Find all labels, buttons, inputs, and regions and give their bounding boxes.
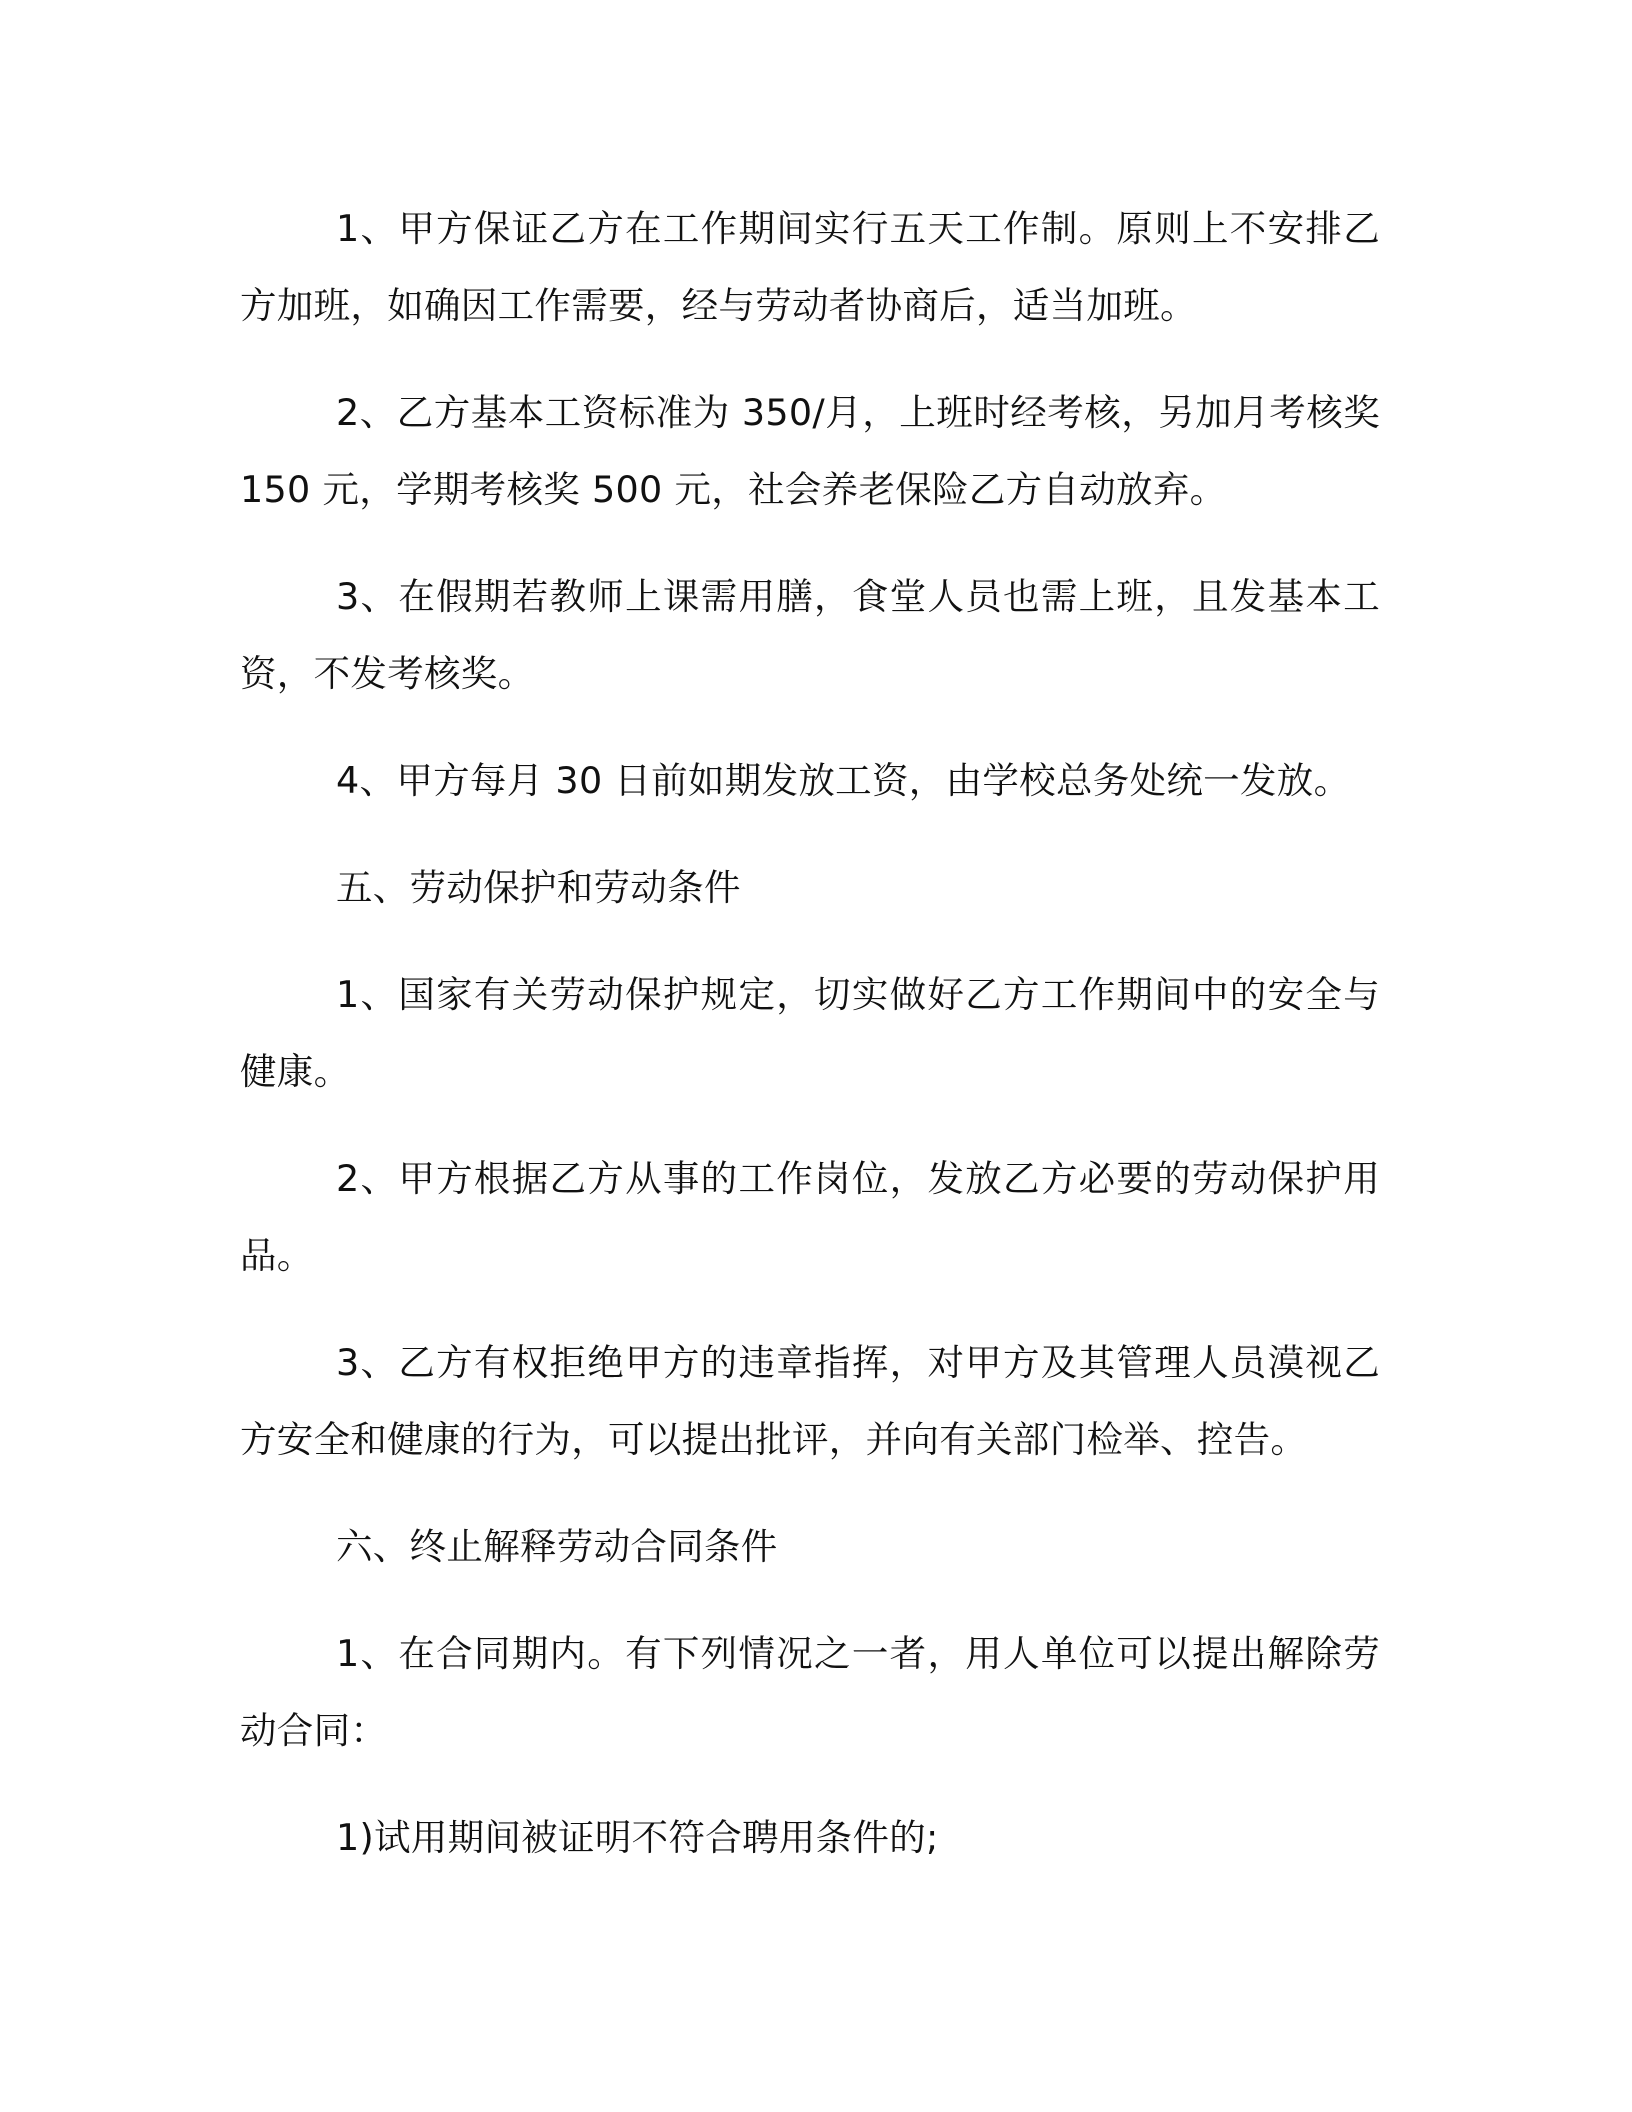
- clause-payday: 4、甲方每月 30 日前如期发放工资，由学校总务处统一发放。: [336, 759, 1351, 802]
- clause-work-schedule: 1、甲方保证乙方在工作期间实行五天工作制。原则上不安排乙方加班，如确因工作需要，经与劳动者协商后，适当加班。: [240, 207, 1380, 327]
- clause-protective-equipment: 2、甲方根据乙方从事的工作岗位，发放乙方必要的劳动保护用品。: [240, 1157, 1380, 1277]
- clause-safety-health: 1、国家有关劳动保护规定，切实做好乙方工作期间中的安全与健康。: [240, 973, 1380, 1093]
- sub-clause-probation: 1)试用期间被证明不符合聘用条件的;: [336, 1816, 939, 1859]
- clause-termination-conditions: 1、在合同期内。有下列情况之一者，用人单位可以提出解除劳动合同：: [240, 1632, 1380, 1752]
- section-heading-labor-protection: 五、劳动保护和劳动条件: [336, 866, 741, 909]
- clause-base-salary: 2、乙方基本工资标准为 350/月，上班时经考核，另加月考核奖 150 元，学期考核奖 500 元，社会养老保险乙方自动放弃。: [240, 391, 1380, 511]
- clause-holiday-work: 3、在假期若教师上课需用膳，食堂人员也需上班，且发基本工资，不发考核奖。: [240, 575, 1380, 695]
- clause-right-to-refuse: 3、乙方有权拒绝甲方的违章指挥，对甲方及其管理人员漠视乙方安全和健康的行为，可以提出批评，并向有关部门检举、控告。: [240, 1341, 1380, 1461]
- document-body: [240, 190, 1380, 1906]
- section-heading-termination: 六、终止解释劳动合同条件: [336, 1525, 778, 1568]
